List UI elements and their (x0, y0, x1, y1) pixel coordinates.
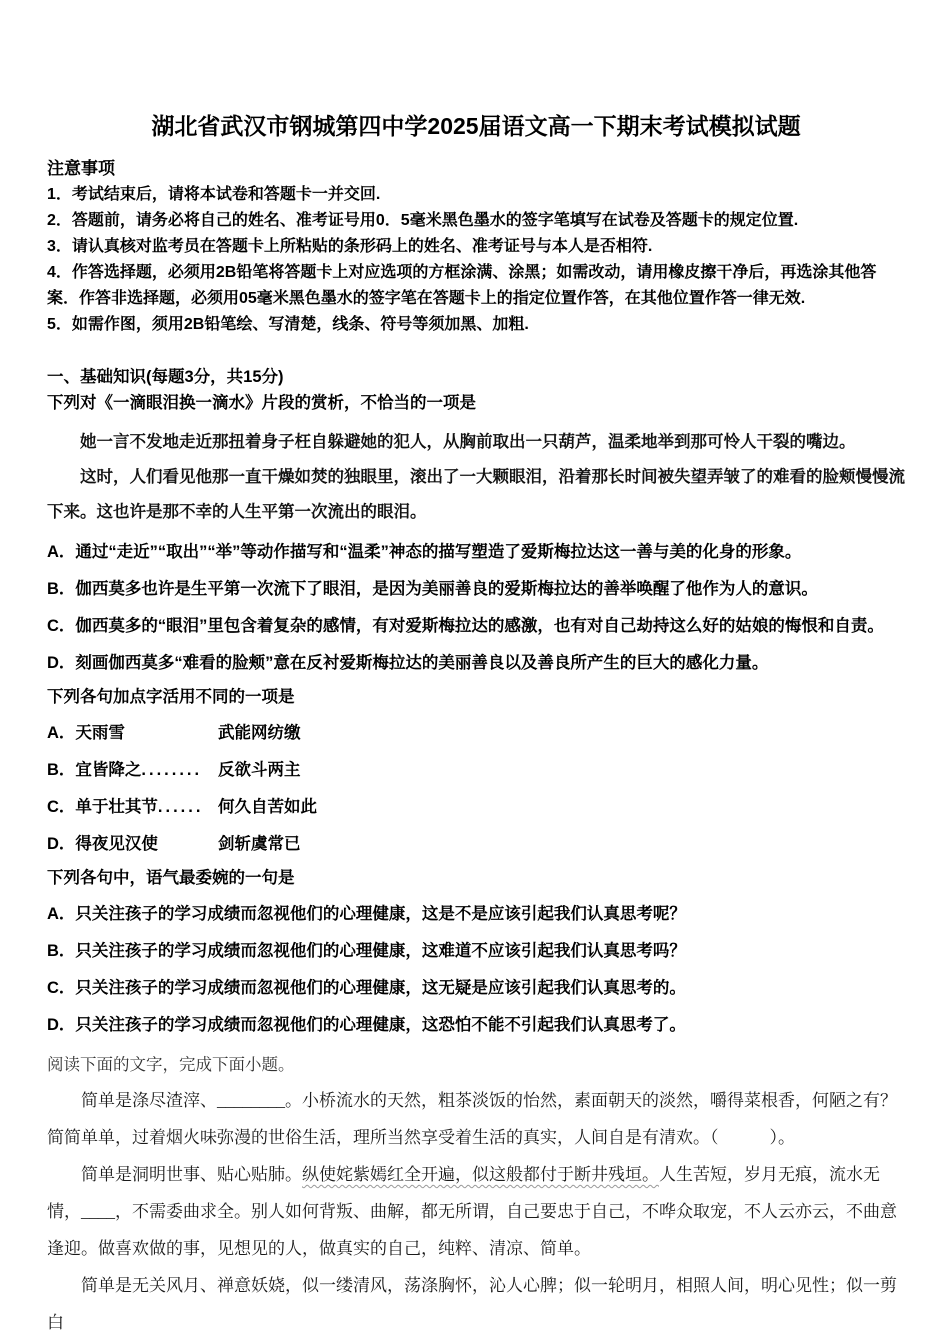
reading-intro: 阅读下面的文字，完成下面小题。 (47, 1055, 295, 1074)
question-1-options (47, 534, 905, 682)
question-2-stem: 下列各句加点字活用不同的一项是 (47, 688, 295, 706)
reading-paragraph-1: 简单是涤尽渣滓、________。小桥流水的天然，粗茶淡饭的怡然，素面朝天的淡然，嚼得菜根香，何陋之有？简简单单，过着烟火味弥漫的世俗生活，理所当然享受着生活的真实，人间自是有清欢。（ ）。 (47, 1091, 897, 1147)
option-d: D．只关注孩子的学习成绩而忽视他们的心理健康，这恐怕不能不引起我们认真思考了。 (47, 1016, 686, 1034)
option-a: A．只关注孩子的学习成绩而忽视他们的心理健康，这是不是应该引起我们认真思考呢？ (47, 905, 686, 923)
question-1-stem: 下列对《一滴眼泪换一滴水》片段的赏析，不恰当的一项是 (47, 394, 476, 412)
notice-item-5: 5．如需作图，须用2B铅笔绘、写清楚，线条、符号等须加黑、加粗. (47, 316, 529, 333)
notices-section (47, 156, 905, 338)
option-c: C．只关注孩子的学习成绩而忽视他们的心理健康，这无疑是应该引起我们认真思考的。 (47, 979, 686, 997)
option-c: C．伽西莫多的“眼泪”里包含着复杂的感情，有对爱斯梅拉达的感激，也有对自己劫持这么好的姑娘的悔恨和自责。 (47, 617, 884, 635)
reading-paragraph-2 (47, 1156, 905, 1267)
passage-paragraph: 她一言不发地走近那扭着身子枉自躲避她的犯人，从胸前取出一只葫芦，温柔地举到那可怜人干裂的嘴边。 (80, 432, 856, 451)
option-label: B． (47, 761, 76, 779)
question-3-options (47, 896, 905, 1044)
option-left-phrase: 单于壮其节 (75, 798, 158, 816)
option-right-phrase: 武能网纺缴 (218, 724, 301, 742)
option-a (47, 715, 905, 752)
option-label: C． (47, 798, 76, 816)
emphasis-dots: ...... (157, 798, 204, 816)
paragraph-segment: 简单是洞明世事、贴心贴肺。 (81, 1165, 302, 1184)
notices-heading: 注意事项 (47, 159, 115, 178)
question-3-stem: 下列各句中，语气最委婉的一句是 (47, 869, 295, 887)
notice-item-3: 3．请认真核对监考员在答题卡上所粘贴的条形码上的姓名、准考证号与本人是否相符. (47, 238, 653, 255)
option-left-phrase: 天雨雪 (75, 724, 125, 742)
option-right-phrase: 何久自苦如此 (218, 798, 317, 816)
reading-paragraph-3: 简单是无关风月、禅意妖娆，似一缕清风，荡涤胸怀，沁人心脾；似一轮明月，相照人间，明心见性；似一剪白 (47, 1276, 897, 1332)
emphasis-dots: ........ (141, 761, 203, 779)
page-title: 湖北省武汉市钢城第四中学2025届语文高一下期末考试模拟试题 (151, 113, 801, 139)
option-left-phrase: 宜皆降之 (75, 761, 142, 779)
option-b (47, 752, 905, 789)
option-d (47, 826, 905, 863)
option-left-phrase: 得夜见汉使 (75, 835, 158, 853)
reading-passage (47, 1082, 905, 1341)
notice-item-1: 1．考试结束后，请将本试卷和答题卡一并交回. (47, 186, 381, 203)
question-1-passage (47, 424, 905, 529)
option-b: B．伽西莫多也许是生平第一次流下了眼泪，是因为美丽善良的爱斯梅拉达的善举唤醒了他作为人的意识。 (47, 580, 818, 598)
option-label: A． (47, 724, 76, 742)
option-right-phrase: 剑斩虞常已 (218, 835, 301, 853)
paragraph-segment: 人生苦短，岁月无痕，流水无情，____，不需委曲求全。别人如何背叛、曲解，都无所谓，自己要忠于自己，不哗众取宠，不人云亦云，不曲意逢迎。做喜欢做的事，见想见的人，做真实的自己，纯粹、清凉、简单。 (47, 1165, 897, 1258)
question-2 (47, 684, 905, 863)
option-a: A．通过“走近”“取出”“举”等动作描写和“温柔”神态的描写塑造了爱斯梅拉达这一善与美的化身的形象。 (47, 543, 802, 561)
wavy-underlined-segment: 纵使姹紫嫣红全开遍，似这般都付于断井残垣。 (302, 1165, 659, 1184)
question-2-options (47, 715, 905, 863)
question-1 (47, 390, 905, 682)
passage-paragraph: 这时，人们看见他那一直干燥如焚的独眼里，滚出了一大颗眼泪，沿着那长时间被失望弄皱了的难看的脸颊慢慢流下来。这也许是那不幸的人生平第一次流出的眼泪。 (47, 467, 905, 521)
option-right-phrase: 反欲斗两主 (218, 761, 301, 779)
section-heading: 一、基础知识(每题3分，共15分) (47, 368, 284, 386)
option-d: D．刻画伽西莫多“难看的脸颊”意在反衬爱斯梅拉达的美丽善良以及善良所产生的巨大的感化力量。 (47, 654, 769, 672)
option-c (47, 789, 905, 826)
notice-item-4: 4．作答选择题，必须用2B铅笔将答题卡上对应选项的方框涂满、涂黑；如需改动，请用橡皮擦干净后，再选涂其他答案．作答非选择题，必须用05毫米黑色墨水的签字笔在答题卡上的指定位置作答，在其他位置作答一律无效. (47, 264, 877, 307)
option-b: B．只关注孩子的学习成绩而忽视他们的心理健康，这难道不应该引起我们认真思考吗？ (47, 942, 686, 960)
notice-item-2: 2．答题前，请务必将自己的姓名、准考证号用0．5毫米黑色墨水的签字笔填写在试卷及答题卡的规定位置. (47, 212, 799, 229)
question-3 (47, 865, 905, 1044)
option-label: D． (47, 835, 76, 853)
